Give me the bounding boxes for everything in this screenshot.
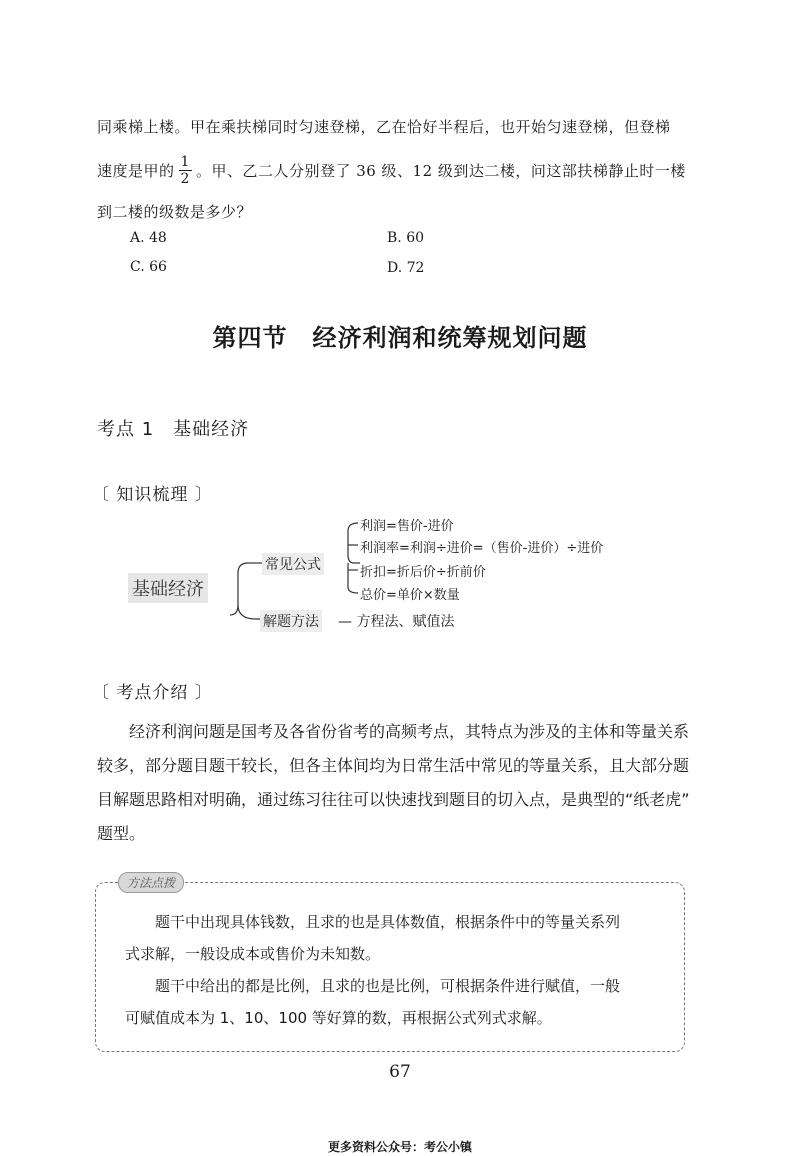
point-title: 考点 1 基础经济 — [97, 419, 250, 440]
fraction-numerator: 1 — [180, 153, 190, 170]
footer-note: 更多资料公众号：考公小镇 — [327, 1140, 472, 1154]
option-d: D. 72 — [387, 260, 425, 276]
option-a: A. 48 — [130, 230, 167, 246]
intro-line-4: 题型。 — [97, 824, 146, 843]
page-number: 67 — [389, 1062, 411, 1082]
fraction-denominator: 2 — [180, 170, 190, 187]
formula-profit: 利润=售价-进价 — [360, 519, 454, 534]
intro-paragraph — [97, 715, 697, 851]
mindmap-root: 基础经济 — [128, 573, 208, 603]
fraction-one-half — [179, 155, 192, 186]
mindmap-methods: — 方程法、赋值法 — [338, 614, 455, 630]
mindmap-branch-formulas: 常见公式 — [262, 553, 324, 575]
problem-line-1: 同乘梯上楼。甲在乘扶梯同时匀速登梯，乙在恰好半程后，也开始匀速登梯，但登梯 — [97, 118, 671, 136]
problem-line-2-start: 速度是甲的 — [97, 161, 175, 180]
problem-line-3: 到二楼的级数是多少？ — [97, 203, 253, 221]
problem-line-2 — [97, 150, 686, 190]
tip-content — [125, 906, 665, 1034]
option-b: B. 60 — [387, 230, 425, 246]
knowledge-heading: 〔 知识梳理 〕 — [92, 485, 213, 505]
intro-line-2: 较多，部分题目题干较长，但各主体间均为日常生活中常见的等量关系，且大部分题 — [97, 756, 690, 775]
tip-line-3: 题干中给出的都是比例，且求的也是比例，可根据条件进行赋值，一般 — [155, 977, 621, 995]
intro-line-1: 经济利润问题是国考及各省份省考的高频考点，其特点为涉及的主体和等量关系 — [129, 722, 690, 741]
formula-discount: 折扣=折后价÷折前价 — [360, 565, 486, 580]
option-c: C. 66 — [130, 259, 167, 275]
intro-heading: 〔 考点介绍 〕 — [92, 683, 213, 703]
section-title: 第四节 经济利润和统筹规划问题 — [212, 324, 588, 352]
tip-line-4: 可赋值成本为 1、10、100 等好算的数，再根据公式列式求解。 — [125, 1009, 552, 1027]
problem-line-2-end: 。甲、乙二人分别登了 36 级、12 级到达二楼，问这部扶梯静止时一楼 — [195, 161, 686, 180]
intro-line-3: 目解题思路相对明确，通过练习往往可以快速找到题目的切入点，是典型的“纸老虎” — [97, 790, 690, 809]
tip-line-2: 式求解，一般设成本或售价为未知数。 — [125, 945, 381, 963]
mindmap — [120, 515, 680, 640]
tip-line-1: 题干中出现具体钱数，且求的也是具体数值，根据条件中的等量关系列 — [155, 913, 621, 931]
tip-badge: 方法点拨 — [118, 872, 184, 893]
formula-total-price: 总价=单价×数量 — [360, 588, 460, 603]
formula-profit-rate: 利润率=利润÷进价=（售价-进价）÷进价 — [360, 541, 604, 556]
mindmap-branch-methods: 解题方法 — [260, 610, 322, 632]
